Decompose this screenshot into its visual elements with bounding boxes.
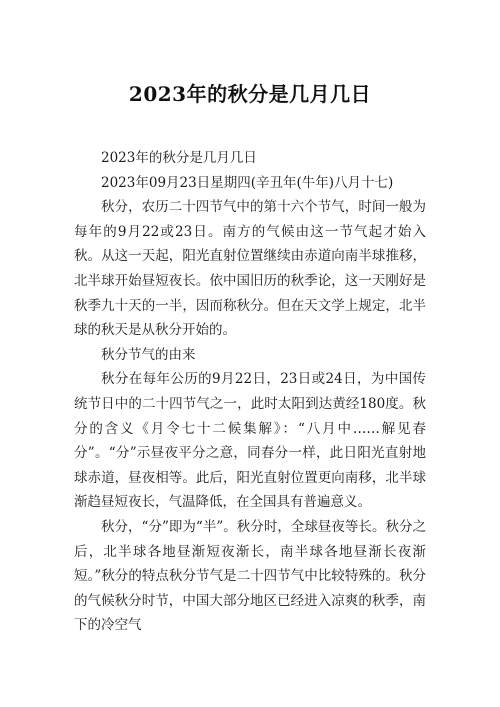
paragraph: 2023年的秋分是几月几日: [101, 150, 257, 166]
paragraph: 秋分节气的由来: [101, 346, 196, 363]
paragraph: 2023年09月23日星期四(辛丑年(牛年)八月十七): [101, 174, 394, 191]
paragraph: 秋分，农历二十四节气中的第十六个节气，时间一般为每年的9月22或23日。南方的气候由这一节气起才始入秋。从这一天起，阳光直射位置继续由赤道向南半球推移，北半球开始昼短夜长。依中国旧历的秋季论，这一天刚好是秋季九十天的一半，因而称秋分。但在天文学上规定，北半球的秋天是从秋分开始的。: [74, 199, 426, 339]
document-title: 2023年的秋分是几月几日: [128, 82, 372, 106]
paragraph: 秋分在每年公历的9月22日，23日或24日，为中国传统节日中的二十四节气之一，此时太阳到达黄经180度。秋分的含义《月令七十二候集解》：“八月中……解见春分”。“分”示昼夜平分之意，同春分一样，此日阳光直射地球赤道，昼夜相等。此后，阳光直射位置更向南移，北半球渐趋昼短夜长，气温降低，在全国具有普遍意义。: [74, 371, 426, 511]
document-body: [74, 146, 426, 638]
paragraph: 秋分，“分”即为“半”。秋分时，全球昼夜等长。秋分之后，北半球各地昼渐短夜渐长，南半球各地昼渐长夜渐短。”秋分的特点秋分节气是二十四节气中比较特殊的。秋分的气候秋分时节，中国大部分地区已经进入凉爽的秋季，南下的冷空气: [74, 518, 426, 634]
